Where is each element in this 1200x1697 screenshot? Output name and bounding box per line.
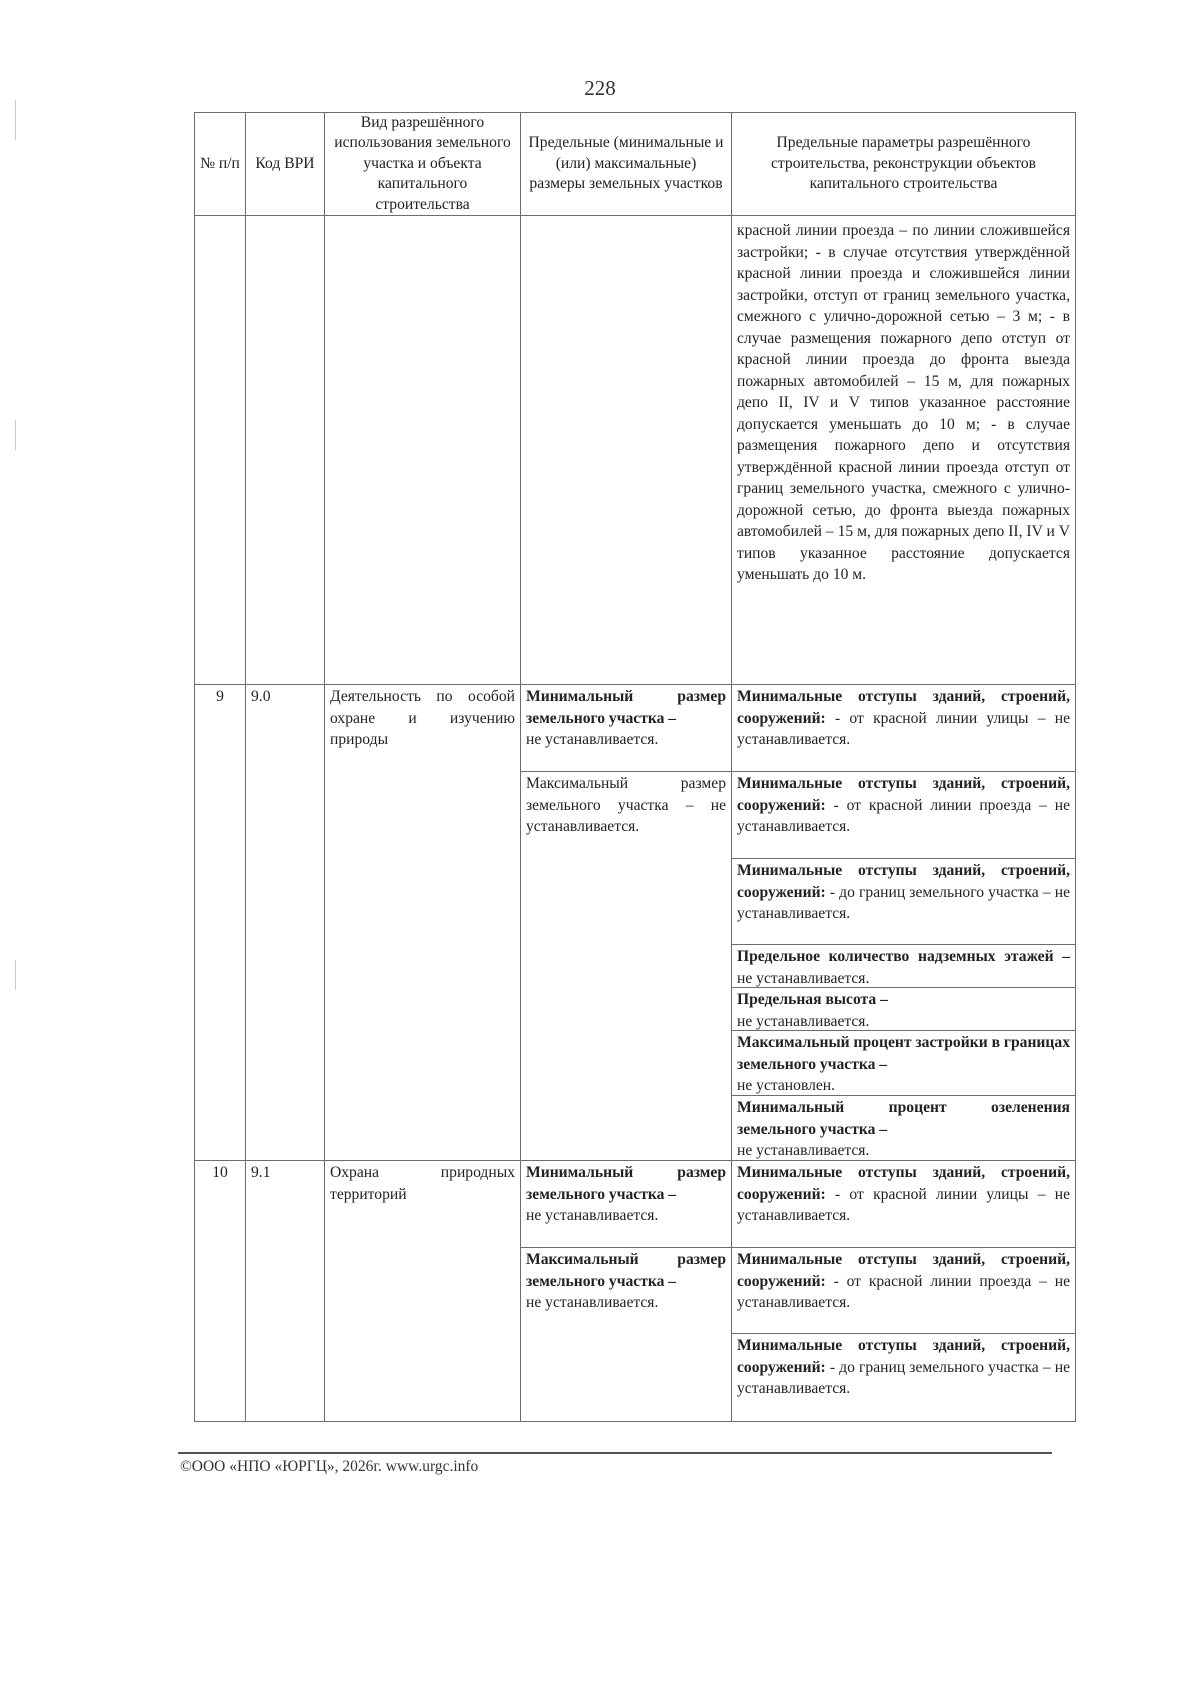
continuation-vid xyxy=(325,216,521,685)
continuation-code xyxy=(246,216,325,685)
row9-min-size-value: не устанавливается. xyxy=(526,731,659,748)
footer-divider xyxy=(178,1452,1052,1454)
row10-param-2-value: - от красной линии проезда – не устанавливается. xyxy=(737,1272,1070,1311)
row9-min-size-label: Минимальный размер земельного участка – xyxy=(526,688,726,727)
row9-param-6-value: не установлен. xyxy=(737,1077,836,1094)
regulations-table xyxy=(194,112,1076,1537)
row10-param-2 xyxy=(732,1248,1076,1334)
row9-param-2 xyxy=(732,772,1076,859)
row9-param-3-label: Минимальные отступы зданий, строений, сооружений: xyxy=(737,862,1070,901)
row9-vid: Деятельность по особой охране и изучению природы xyxy=(325,685,521,1161)
header-num: № п/п xyxy=(194,112,246,216)
scan-margin-mark xyxy=(15,420,16,450)
row9-param-6-label: Максимальный процент застройки в границах земельного участка – xyxy=(737,1034,1070,1073)
row9-param-7 xyxy=(732,1096,1076,1161)
row10-param-2-label: Минимальные отступы зданий, строений, сооружений: xyxy=(737,1251,1070,1290)
row9-param-5-label: Предельная высота – xyxy=(737,991,888,1008)
row9-param-3-value: - до границ земельного участка – не устанавливается. xyxy=(737,883,1070,922)
row9-param-4 xyxy=(732,945,1076,988)
row10-param-3 xyxy=(732,1334,1076,1422)
row9-param-3 xyxy=(732,859,1076,945)
row9-param-1-value: - от красной линии улицы – не устанавливается. xyxy=(737,709,1070,748)
header-sizes: Предельные (минимальные и (или) максимальные) размеры земельных участков xyxy=(521,112,732,216)
row9-code: 9.0 xyxy=(246,685,325,1161)
row10-max-size-value: не устанавливается. xyxy=(526,1294,659,1311)
row9-param-2-value: - от красной линии проезда – не устанавливается. xyxy=(737,796,1070,835)
row9-min-size xyxy=(521,685,732,772)
continuation-sizes xyxy=(521,216,732,685)
header-code: Код ВРИ xyxy=(246,112,325,216)
row9-param-4-value: не устанавливается. xyxy=(737,969,870,987)
row10-code: 9.1 xyxy=(246,1161,325,1422)
row10-param-1 xyxy=(732,1161,1076,1248)
row9-param-6 xyxy=(732,1031,1076,1096)
header-vid: Вид разрешённого использования земельного участка и объекта капитального строительства xyxy=(325,112,521,216)
header-params: Предельные параметры разрешённого строительства, реконструкции объектов капитального строительства xyxy=(732,112,1076,216)
row9-max-size: Максимальный размер земельного участка – не устанавливается. xyxy=(521,772,732,1161)
row9-param-5-value: не устанавливается. xyxy=(737,1012,870,1030)
row10-vid: Охрана природных территорий xyxy=(325,1161,521,1422)
row10-num: 10 xyxy=(194,1161,246,1422)
row9-param-1 xyxy=(732,685,1076,772)
row9-param-7-value: не устанавливается. xyxy=(737,1142,870,1159)
row10-min-size-label: Минимальный размер земельного участка – xyxy=(526,1164,726,1203)
page-number: 228 xyxy=(584,76,616,100)
row10-min-size xyxy=(521,1161,732,1248)
row9-param-5 xyxy=(732,988,1076,1031)
continuation-num xyxy=(194,216,246,685)
continuation-params: красной линии проезда – по линии сложившейся застройки; - в случае отсутствия утверждённой красной линии проезда и сложившейся линии застройки, отступ от границ земельного участка, смежного с улично-дорожной сетью – 3 м; - в случае размещения пожарного депо отступ от красной линии проезда до фронта выезда пожарных автомобилей – 15 м, для пожарных депо II, IV и V типов указанное расстояние допускается уменьшать до 10 м; - в случае размещения пожарного депо и отсутствия утверждённой красной линии проезда отступ от границ земельного участка, смежного с улично-дорожной сетью, до фронта выезда пожарных автомобилей – 15 м, для пожарных депо II, IV и V типов указанное расстояние допускается уменьшать до 10 м. xyxy=(732,216,1076,685)
row10-max-size xyxy=(521,1248,732,1422)
row9-param-7-label: Минимальный процент озеленения земельного участка – xyxy=(737,1099,1070,1138)
row10-param-3-label: Минимальные отступы зданий, строений, сооружений: xyxy=(737,1337,1070,1376)
footer-copyright: ©ООО «НПО «ЮРГЦ», 2026г. www.urgc.info xyxy=(180,1458,479,1475)
row10-param-1-value: - от красной линии улицы – не устанавливается. xyxy=(737,1185,1070,1224)
row10-param-3-value: - до границ земельного участка – не устанавливается. xyxy=(737,1358,1070,1397)
row9-num: 9 xyxy=(194,685,246,1161)
row10-min-size-value: не устанавливается. xyxy=(526,1207,659,1224)
row9-param-2-label: Минимальные отступы зданий, строений, сооружений: xyxy=(737,775,1070,814)
row10-max-size-label: Максимальный размер земельного участка – xyxy=(526,1251,726,1290)
scan-margin-mark xyxy=(15,100,16,140)
row10-param-1-label: Минимальные отступы зданий, строений, сооружений: xyxy=(737,1164,1070,1203)
row9-param-1-label: Минимальные отступы зданий, строений, сооружений: xyxy=(737,688,1070,727)
row9-param-4-label: Предельное количество надземных этажей – xyxy=(737,948,1070,965)
scan-margin-mark xyxy=(15,960,16,990)
